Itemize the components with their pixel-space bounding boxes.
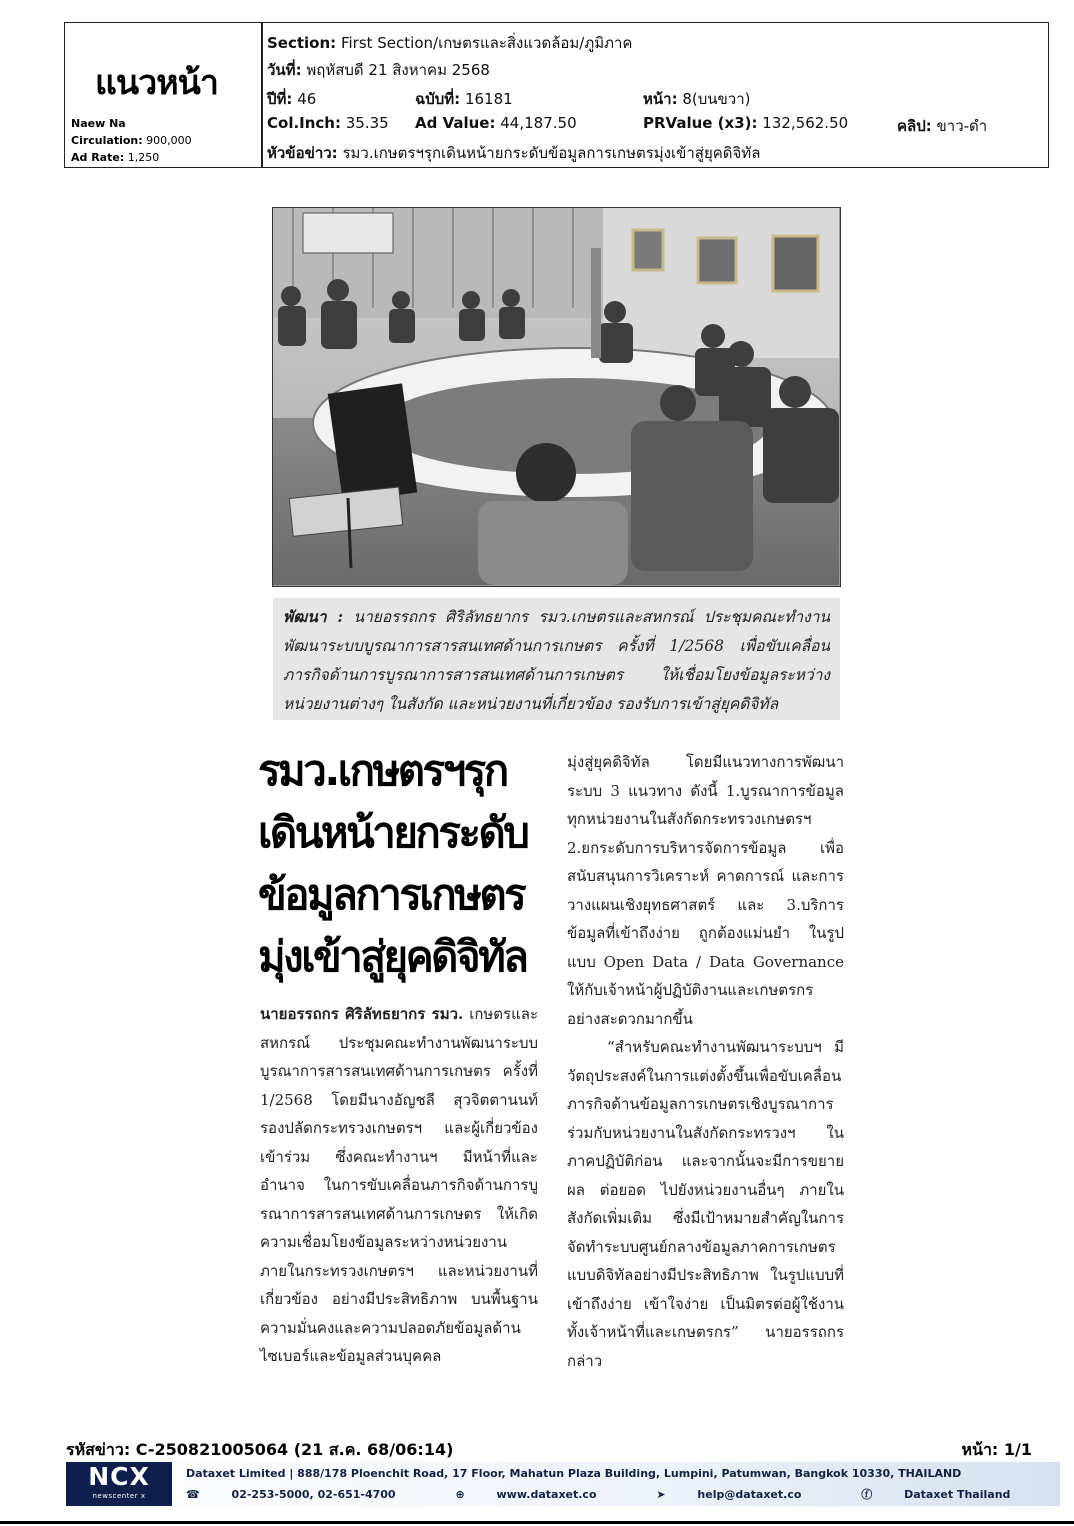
- website-link[interactable]: www.dataxet.co: [496, 1488, 597, 1501]
- phone-contact: [186, 1488, 424, 1501]
- issue-field: [415, 87, 513, 111]
- header-divider: [261, 23, 263, 167]
- social-link[interactable]: Dataxet Thailand: [904, 1488, 1011, 1501]
- year-value: 46: [297, 90, 317, 108]
- headline-row: [267, 141, 760, 165]
- send-icon: ➤: [656, 1488, 666, 1501]
- ncx-logo-text: NCX: [88, 1462, 150, 1491]
- headline-line: มุ่งเข้าสู่ยุคดิจิทัล: [258, 932, 527, 981]
- meeting-photo: [272, 207, 841, 587]
- phone-number: 02-253-5000, 02-651-4700: [231, 1488, 396, 1501]
- section-row: [267, 31, 632, 55]
- clip-label: คลิป:: [897, 117, 932, 135]
- article-column-right: [567, 748, 844, 1375]
- newspaper-logo: แนวหน้า: [95, 63, 218, 103]
- section-label: Section:: [267, 34, 337, 52]
- caption-lead: พัฒนา :: [283, 607, 344, 626]
- email-contact[interactable]: [656, 1488, 829, 1501]
- article-column-left: [260, 1000, 538, 1371]
- date-row: [267, 58, 490, 82]
- ncx-logo-subtext: newscenter x: [92, 1492, 146, 1500]
- advalue-value: 44,187.50: [500, 114, 577, 132]
- social-contact[interactable]: [861, 1488, 1038, 1501]
- ncx-logo: [66, 1462, 172, 1506]
- headline-line: รมว.เกษตรฯรุก: [258, 746, 507, 795]
- section-value: First Section/เกษตรและสิ่งแวดล้อม/ภูมิภาค: [340, 34, 633, 52]
- colinch-field: [267, 114, 389, 132]
- issue-label: ฉบับที่:: [415, 90, 461, 108]
- email-link[interactable]: help@dataxet.co: [697, 1488, 802, 1501]
- date-label: วันที่:: [267, 61, 302, 79]
- ad-rate-label: Ad Rate:: [71, 151, 125, 164]
- colinch-value: 35.35: [345, 114, 389, 132]
- contact-line: [186, 1486, 1066, 1502]
- year-label: ปีที่:: [267, 90, 293, 108]
- prvalue-field: [643, 114, 848, 132]
- web-contact[interactable]: [455, 1488, 624, 1501]
- article-body-left: เกษตรและสหกรณ์ ประชุมคณะทำงานพัฒนาระบบบูรณาการสารสนเทศด้านการเกษตร ครั้งที่ 1/2568 โดยมีนางอัญชลี สุวจิตตานนท์ รองปลัดกระทรวงเกษตรฯ และผู้เกี่ยวข้อง เข้าร่วม ซึ่งคณะทำงานฯ มีหน้าที่และอำนาจ ในการขับเคลื่อนภารกิจด้านการบูรณาการสารสนเทศด้านการเกษตร ให้เกิดความเชื่อมโยงข้อมูลระหว่างหน่วยงานภายในกระทรวงเกษตรฯ และหน่วยงานที่เกี่ยวข้อง อย่างมีประสิทธิภาพ บนพื้นฐานความมั่นคงและความปลอดภัยข้อมูลด้านไซเบอร์และข้อมูลส่วนบุคคล: [260, 1005, 538, 1365]
- prvalue-label: PRValue (x3):: [643, 114, 758, 132]
- page-value: 8(บนขวา): [682, 90, 751, 108]
- headline-label: หัวข้อข่าว:: [267, 144, 338, 162]
- article-lead-name: นายอรรถกร ศิริลัทธยากร รมว.: [260, 1005, 464, 1023]
- page-field: [643, 87, 750, 111]
- advalue-label: Ad Value:: [415, 114, 496, 132]
- issue-value: 16181: [464, 90, 513, 108]
- date-value: พฤหัสบดี 21 สิงหาคม 2568: [306, 61, 490, 79]
- clip-field: [897, 114, 987, 138]
- prvalue-value: 132,562.50: [762, 114, 849, 132]
- headline-line: เดินหน้ายกระดับ: [258, 808, 528, 857]
- year-field: [267, 87, 316, 111]
- headline-line: ข้อมูลการเกษตร: [258, 870, 525, 919]
- page-count: หน้า: 1/1: [961, 1440, 1032, 1459]
- article-quote-paragraph: “สำหรับคณะทำงานพัฒนาระบบฯ มีวัตถุประสงค์ในการแต่งตั้งขึ้นเพื่อขับเคลื่อนภารกิจด้านข้อมูลการเกษตรเชิงบูรณาการร่วมกับหน่วยงานในสังกัดกระทรวงฯ ในภาคปฏิบัติก่อน และจากนั้นจะมีการขยายผล ต่อยอด ไปยังหน่วยงานอื่นๆ ภายในสังกัดเพิ่มเติม ซึ่งมีเป้าหมายสำคัญในการจัดทำระบบศูนย์กลางข้อมูลภาคการเกษตรแบบดิจิทัลอย่างมีประสิทธิภาพ ในรูปแบบที่เข้าถึงง่าย เข้าใจง่าย เป็นมิตรต่อผู้ใช้งานทั้งเจ้าหน้าที่และเกษตรกร” นายอรรถกร กล่าว: [567, 1038, 844, 1370]
- article-headline: [258, 740, 543, 988]
- colinch-label: Col.Inch:: [267, 114, 341, 132]
- article-paragraph: มุ่งสู่ยุคดิจิทัล โดยมีแนวทางการพัฒนาระบบ 3 แนวทาง ดังนี้ 1.บูรณาการข้อมูลทุกหน่วยงานในสังกัดกระทรวงเกษตรฯ 2.ยกระดับการบริหารจัดการข้อมูล เพื่อสนับสนุนการวิเคราะห์ คาดการณ์ และการวางแผนเชิงยุทธศาสตร์ และ 3.บริการข้อมูลที่เข้าถึงง่าย ถูกต้องแม่นยำ ในรูปแบบ Open Data / Data Governance ให้กับเจ้าหน้าผู้ปฏิบัติงานและเกษตรกรอย่างสะดวกมากขึ้น: [567, 753, 844, 1028]
- phone-icon: ☎: [186, 1488, 200, 1501]
- meeting-photo-illustration: [273, 208, 839, 585]
- clipping-header: [64, 22, 1049, 168]
- caption-text: นายอรรถกร ศิริลัทธยากร รมว.เกษตรและสหกรณ์ ประชุมคณะทำงานพัฒนาระบบบูรณาการสารสนเทศด้านการเกษตร ครั้งที่ 1/2568 เพื่อขับเคลื่อนภารกิจด้านการบูรณาการสารสนเทศด้านการเกษตร ให้เชื่อมโยงข้อมูลระหว่างหน่วยงานต่างๆ ในสังกัด และหน่วยงานที่เกี่ยวข้อง รองรับการเข้าสู่ยุคดิจิทัล: [283, 608, 830, 713]
- circulation-value: 900,000: [146, 134, 192, 147]
- headline-value: รมว.เกษตรฯรุกเดินหน้ายกระดับข้อมูลการเกษตรมุ่งเข้าสู่ยุคดิจิทัล: [342, 144, 761, 162]
- photo-caption: [273, 598, 840, 720]
- page-label: หน้า:: [643, 90, 678, 108]
- circulation-label: Circulation:: [71, 134, 143, 147]
- bottom-rule: [0, 1521, 1074, 1524]
- news-code: รหัสข่าว: C-250821005064 (21 ส.ค. 68/06:14): [66, 1440, 454, 1459]
- clip-value: ขาว-ดำ: [936, 117, 988, 135]
- company-address: Dataxet Limited | 888/178 Ploenchit Road, 17 Floor, Mahatun Plaza Building, Lumpini, Patumwan, Bangkok 10330, THAILAND: [186, 1467, 962, 1480]
- ad-rate-value: 1,250: [127, 151, 160, 164]
- advalue-field: [415, 114, 577, 132]
- publication-meta: [71, 115, 192, 166]
- facebook-icon: ⓕ: [861, 1488, 873, 1501]
- publication-name: Naew Na: [71, 117, 126, 130]
- globe-icon: ⊕: [455, 1488, 465, 1501]
